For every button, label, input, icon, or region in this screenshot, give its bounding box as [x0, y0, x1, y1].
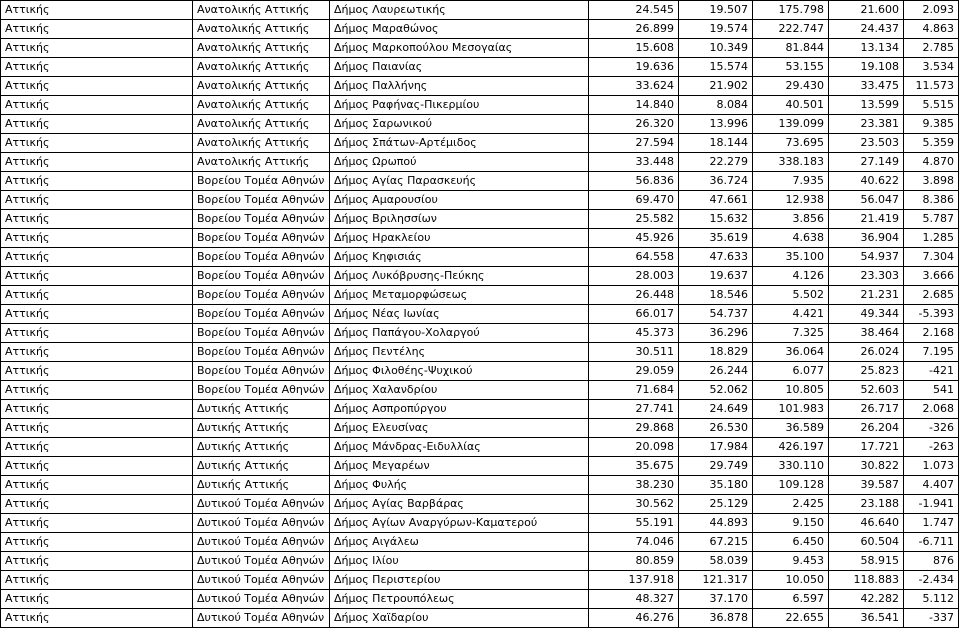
value-cell: 26.320 [589, 115, 679, 134]
value-cell: 64.558 [589, 248, 679, 267]
value-cell: 80.859 [589, 552, 679, 571]
table-row [1, 229, 959, 248]
region-cell: Αττικής [1, 229, 193, 248]
value-cell: 222.747 [753, 20, 829, 39]
region-cell: Αττικής [1, 115, 193, 134]
change-cell: 5.112 [904, 590, 959, 609]
table-row [1, 172, 959, 191]
value-cell: 4.638 [753, 229, 829, 248]
region-cell: Αττικής [1, 286, 193, 305]
value-cell: 48.327 [589, 590, 679, 609]
value-cell: 35.180 [679, 476, 753, 495]
value-cell: 44.893 [679, 514, 753, 533]
value-cell: 14.840 [589, 96, 679, 115]
regional-unit-cell: Βορείου Τομέα Αθηνών [193, 305, 330, 324]
regional-unit-cell: Βορείου Τομέα Αθηνών [193, 286, 330, 305]
value-cell: 13.996 [679, 115, 753, 134]
value-cell: 37.170 [679, 590, 753, 609]
change-cell: 3.898 [904, 172, 959, 191]
value-cell: 42.282 [829, 590, 904, 609]
table-row [1, 305, 959, 324]
municipality-cell: Δήμος Κηφισιάς [330, 248, 589, 267]
value-cell: 17.721 [829, 438, 904, 457]
region-cell: Αττικής [1, 495, 193, 514]
value-cell: 9.150 [753, 514, 829, 533]
value-cell: 19.507 [679, 1, 753, 20]
municipality-cell: Δήμος Αγίας Παρασκευής [330, 172, 589, 191]
value-cell: 13.134 [829, 39, 904, 58]
change-cell: 541 [904, 381, 959, 400]
municipality-cell: Δήμος Πεντέλης [330, 343, 589, 362]
value-cell: 29.430 [753, 77, 829, 96]
value-cell: 17.984 [679, 438, 753, 457]
regional-unit-cell: Βορείου Τομέα Αθηνών [193, 343, 330, 362]
value-cell: 121.317 [679, 571, 753, 590]
region-cell: Αττικής [1, 514, 193, 533]
value-cell: 12.938 [753, 191, 829, 210]
change-cell: 5.787 [904, 210, 959, 229]
value-cell: 27.741 [589, 400, 679, 419]
value-cell: 19.636 [589, 58, 679, 77]
table-row [1, 533, 959, 552]
change-cell: 876 [904, 552, 959, 571]
value-cell: 109.128 [753, 476, 829, 495]
value-cell: 7.935 [753, 172, 829, 191]
value-cell: 5.502 [753, 286, 829, 305]
table-row [1, 210, 959, 229]
value-cell: 21.600 [829, 1, 904, 20]
municipality-cell: Δήμος Αμαρουσίου [330, 191, 589, 210]
value-cell: 3.856 [753, 210, 829, 229]
regional-unit-cell: Ανατολικής Αττικής [193, 96, 330, 115]
table-row [1, 324, 959, 343]
region-cell: Αττικής [1, 457, 193, 476]
change-cell: -337 [904, 609, 959, 628]
value-cell: 52.603 [829, 381, 904, 400]
regional-unit-cell: Δυτικού Τομέα Αθηνών [193, 533, 330, 552]
region-cell: Αττικής [1, 552, 193, 571]
table-row [1, 20, 959, 39]
value-cell: 38.230 [589, 476, 679, 495]
value-cell: 29.868 [589, 419, 679, 438]
value-cell: 175.798 [753, 1, 829, 20]
regional-unit-cell: Δυτικού Τομέα Αθηνών [193, 495, 330, 514]
value-cell: 8.084 [679, 96, 753, 115]
table-row [1, 96, 959, 115]
value-cell: 36.878 [679, 609, 753, 628]
value-cell: 54.937 [829, 248, 904, 267]
region-cell: Αττικής [1, 191, 193, 210]
regional-unit-cell: Δυτικού Τομέα Αθηνών [193, 552, 330, 571]
change-cell: -1.941 [904, 495, 959, 514]
region-cell: Αττικής [1, 134, 193, 153]
change-cell: 7.195 [904, 343, 959, 362]
value-cell: 30.562 [589, 495, 679, 514]
value-cell: 36.296 [679, 324, 753, 343]
municipality-cell: Δήμος Μεγαρέων [330, 457, 589, 476]
change-cell: 3.534 [904, 58, 959, 77]
table-row [1, 476, 959, 495]
change-cell: -6.711 [904, 533, 959, 552]
value-cell: 22.655 [753, 609, 829, 628]
regional-unit-cell: Ανατολικής Αττικής [193, 58, 330, 77]
value-cell: 118.883 [829, 571, 904, 590]
value-cell: 28.003 [589, 267, 679, 286]
change-cell: 2.093 [904, 1, 959, 20]
value-cell: 23.381 [829, 115, 904, 134]
change-cell: 4.407 [904, 476, 959, 495]
value-cell: 24.437 [829, 20, 904, 39]
value-cell: 26.717 [829, 400, 904, 419]
value-cell: 40.501 [753, 96, 829, 115]
municipality-cell: Δήμος Ασπροπύργου [330, 400, 589, 419]
value-cell: 35.100 [753, 248, 829, 267]
municipality-cell: Δήμος Μαρκοπούλου Μεσογαίας [330, 39, 589, 58]
value-cell: 29.749 [679, 457, 753, 476]
regional-unit-cell: Δυτικής Αττικής [193, 438, 330, 457]
value-cell: 27.594 [589, 134, 679, 153]
value-cell: 24.649 [679, 400, 753, 419]
value-cell: 46.640 [829, 514, 904, 533]
value-cell: 52.062 [679, 381, 753, 400]
municipality-cell: Δήμος Αγίων Αναργύρων-Καματερού [330, 514, 589, 533]
value-cell: 55.191 [589, 514, 679, 533]
value-cell: 13.599 [829, 96, 904, 115]
value-cell: 69.470 [589, 191, 679, 210]
value-cell: 56.836 [589, 172, 679, 191]
value-cell: 54.737 [679, 305, 753, 324]
value-cell: 19.108 [829, 58, 904, 77]
region-cell: Αττικής [1, 343, 193, 362]
region-cell: Αττικής [1, 153, 193, 172]
value-cell: 18.829 [679, 343, 753, 362]
table-row [1, 153, 959, 172]
regional-unit-cell: Δυτικής Αττικής [193, 457, 330, 476]
table-row [1, 115, 959, 134]
value-cell: 25.823 [829, 362, 904, 381]
table-row [1, 77, 959, 96]
municipality-cell: Δήμος Βριλησσίων [330, 210, 589, 229]
value-cell: 35.675 [589, 457, 679, 476]
change-cell: 1.747 [904, 514, 959, 533]
regional-unit-cell: Ανατολικής Αττικής [193, 1, 330, 20]
change-cell: 2.168 [904, 324, 959, 343]
value-cell: 33.475 [829, 77, 904, 96]
table-row [1, 571, 959, 590]
change-cell: 5.515 [904, 96, 959, 115]
value-cell: 23.188 [829, 495, 904, 514]
table-row [1, 590, 959, 609]
value-cell: 26.244 [679, 362, 753, 381]
value-cell: 60.504 [829, 533, 904, 552]
change-cell: 2.785 [904, 39, 959, 58]
municipality-cell: Δήμος Χαλανδρίου [330, 381, 589, 400]
table-row [1, 419, 959, 438]
value-cell: 74.046 [589, 533, 679, 552]
regional-unit-cell: Βορείου Τομέα Αθηνών [193, 191, 330, 210]
value-cell: 23.503 [829, 134, 904, 153]
table-row [1, 362, 959, 381]
value-cell: 20.098 [589, 438, 679, 457]
value-cell: 45.926 [589, 229, 679, 248]
municipality-cell: Δήμος Μεταμορφώσεως [330, 286, 589, 305]
value-cell: 39.587 [829, 476, 904, 495]
value-cell: 18.546 [679, 286, 753, 305]
table-row [1, 248, 959, 267]
regional-unit-cell: Δυτικού Τομέα Αθηνών [193, 609, 330, 628]
region-cell: Αττικής [1, 210, 193, 229]
region-cell: Αττικής [1, 324, 193, 343]
regional-unit-cell: Βορείου Τομέα Αθηνών [193, 267, 330, 286]
table-row [1, 514, 959, 533]
municipality-cell: Δήμος Μαραθώνος [330, 20, 589, 39]
value-cell: 25.129 [679, 495, 753, 514]
value-cell: 15.574 [679, 58, 753, 77]
value-cell: 73.695 [753, 134, 829, 153]
region-cell: Αττικής [1, 248, 193, 267]
table-row [1, 400, 959, 419]
region-cell: Αττικής [1, 362, 193, 381]
value-cell: 36.589 [753, 419, 829, 438]
regional-unit-cell: Βορείου Τομέα Αθηνών [193, 362, 330, 381]
regional-unit-cell: Δυτικής Αττικής [193, 419, 330, 438]
municipality-cell: Δήμος Περιστερίου [330, 571, 589, 590]
value-cell: 33.624 [589, 77, 679, 96]
region-cell: Αττικής [1, 39, 193, 58]
municipality-cell: Δήμος Πετρουπόλεως [330, 590, 589, 609]
table-row [1, 438, 959, 457]
value-cell: 9.453 [753, 552, 829, 571]
region-cell: Αττικής [1, 58, 193, 77]
regional-unit-cell: Ανατολικής Αττικής [193, 20, 330, 39]
value-cell: 56.047 [829, 191, 904, 210]
change-cell: 8.386 [904, 191, 959, 210]
value-cell: 18.144 [679, 134, 753, 153]
municipality-cell: Δήμος Αιγάλεω [330, 533, 589, 552]
table-row [1, 134, 959, 153]
municipality-cell: Δήμος Παπάγου-Χολαργού [330, 324, 589, 343]
region-cell: Αττικής [1, 400, 193, 419]
table-row [1, 457, 959, 476]
value-cell: 46.276 [589, 609, 679, 628]
value-cell: 27.149 [829, 153, 904, 172]
municipality-cell: Δήμος Φυλής [330, 476, 589, 495]
value-cell: 58.039 [679, 552, 753, 571]
value-cell: 53.155 [753, 58, 829, 77]
value-cell: 58.915 [829, 552, 904, 571]
value-cell: 26.204 [829, 419, 904, 438]
value-cell: 139.099 [753, 115, 829, 134]
change-cell: 3.666 [904, 267, 959, 286]
table-row [1, 609, 959, 628]
value-cell: 36.064 [753, 343, 829, 362]
regional-unit-cell: Ανατολικής Αττικής [193, 77, 330, 96]
change-cell: -421 [904, 362, 959, 381]
value-cell: 22.279 [679, 153, 753, 172]
value-cell: 21.419 [829, 210, 904, 229]
municipality-cell: Δήμος Νέας Ιωνίας [330, 305, 589, 324]
regional-unit-cell: Ανατολικής Αττικής [193, 39, 330, 58]
value-cell: 38.464 [829, 324, 904, 343]
value-cell: 36.541 [829, 609, 904, 628]
value-cell: 30.822 [829, 457, 904, 476]
municipality-cell: Δήμος Μάνδρας-Ειδυλλίας [330, 438, 589, 457]
regional-unit-cell: Δυτικού Τομέα Αθηνών [193, 571, 330, 590]
value-cell: 26.024 [829, 343, 904, 362]
value-cell: 6.597 [753, 590, 829, 609]
value-cell: 19.574 [679, 20, 753, 39]
municipality-cell: Δήμος Χαϊδαρίου [330, 609, 589, 628]
change-cell: 2.068 [904, 400, 959, 419]
region-cell: Αττικής [1, 77, 193, 96]
value-cell: 26.448 [589, 286, 679, 305]
municipality-cell: Δήμος Ελευσίνας [330, 419, 589, 438]
regional-unit-cell: Ανατολικής Αττικής [193, 134, 330, 153]
municipality-cell: Δήμος Σπάτων-Αρτέμιδος [330, 134, 589, 153]
change-cell: 11.573 [904, 77, 959, 96]
region-cell: Αττικής [1, 609, 193, 628]
region-cell: Αττικής [1, 20, 193, 39]
value-cell: 23.303 [829, 267, 904, 286]
value-cell: 47.633 [679, 248, 753, 267]
regional-unit-cell: Δυτικού Τομέα Αθηνών [193, 590, 330, 609]
value-cell: 4.126 [753, 267, 829, 286]
region-cell: Αττικής [1, 533, 193, 552]
table-row [1, 191, 959, 210]
table-row [1, 286, 959, 305]
change-cell: 1.285 [904, 229, 959, 248]
table-row [1, 495, 959, 514]
region-cell: Αττικής [1, 96, 193, 115]
municipality-cell: Δήμος Λυκόβρυσης-Πεύκης [330, 267, 589, 286]
change-cell: 5.359 [904, 134, 959, 153]
value-cell: 36.904 [829, 229, 904, 248]
value-cell: 35.619 [679, 229, 753, 248]
value-cell: 7.325 [753, 324, 829, 343]
value-cell: 71.684 [589, 381, 679, 400]
regional-unit-cell: Βορείου Τομέα Αθηνών [193, 324, 330, 343]
region-cell: Αττικής [1, 172, 193, 191]
region-cell: Αττικής [1, 305, 193, 324]
value-cell: 101.983 [753, 400, 829, 419]
change-cell: -263 [904, 438, 959, 457]
regional-unit-cell: Δυτικής Αττικής [193, 400, 330, 419]
regional-unit-cell: Βορείου Τομέα Αθηνών [193, 172, 330, 191]
value-cell: 2.425 [753, 495, 829, 514]
regional-unit-cell: Βορείου Τομέα Αθηνών [193, 210, 330, 229]
value-cell: 24.545 [589, 1, 679, 20]
regional-unit-cell: Βορείου Τομέα Αθηνών [193, 381, 330, 400]
municipality-cell: Δήμος Ηρακλείου [330, 229, 589, 248]
value-cell: 10.349 [679, 39, 753, 58]
value-cell: 21.902 [679, 77, 753, 96]
value-cell: 25.582 [589, 210, 679, 229]
municipality-cell: Δήμος Ιλίου [330, 552, 589, 571]
value-cell: 81.844 [753, 39, 829, 58]
value-cell: 67.215 [679, 533, 753, 552]
regional-unit-cell: Βορείου Τομέα Αθηνών [193, 229, 330, 248]
municipality-cell: Δήμος Λαυρεωτικής [330, 1, 589, 20]
municipality-cell: Δήμος Ωρωπού [330, 153, 589, 172]
region-cell: Αττικής [1, 438, 193, 457]
value-cell: 137.918 [589, 571, 679, 590]
table-row [1, 381, 959, 400]
change-cell: 4.870 [904, 153, 959, 172]
change-cell: -2.434 [904, 571, 959, 590]
table-body [1, 1, 959, 628]
value-cell: 6.450 [753, 533, 829, 552]
table-row [1, 1, 959, 20]
table-row [1, 58, 959, 77]
value-cell: 49.344 [829, 305, 904, 324]
value-cell: 6.077 [753, 362, 829, 381]
municipality-cell: Δήμος Φιλοθέης-Ψυχικού [330, 362, 589, 381]
table-row [1, 552, 959, 571]
value-cell: 15.632 [679, 210, 753, 229]
region-cell: Αττικής [1, 476, 193, 495]
value-cell: 29.059 [589, 362, 679, 381]
municipality-cell: Δήμος Παιανίας [330, 58, 589, 77]
change-cell: 7.304 [904, 248, 959, 267]
change-cell: 9.385 [904, 115, 959, 134]
value-cell: 66.017 [589, 305, 679, 324]
table-row [1, 267, 959, 286]
region-cell: Αττικής [1, 590, 193, 609]
change-cell: -326 [904, 419, 959, 438]
value-cell: 30.511 [589, 343, 679, 362]
table-row [1, 343, 959, 362]
table-row [1, 39, 959, 58]
value-cell: 45.373 [589, 324, 679, 343]
value-cell: 40.622 [829, 172, 904, 191]
value-cell: 36.724 [679, 172, 753, 191]
region-cell: Αττικής [1, 571, 193, 590]
municipality-cell: Δήμος Παλλήνης [330, 77, 589, 96]
region-cell: Αττικής [1, 381, 193, 400]
value-cell: 21.231 [829, 286, 904, 305]
region-cell: Αττικής [1, 267, 193, 286]
municipality-cell: Δήμος Ραφήνας-Πικερμίου [330, 96, 589, 115]
value-cell: 10.805 [753, 381, 829, 400]
value-cell: 19.637 [679, 267, 753, 286]
change-cell: 1.073 [904, 457, 959, 476]
municipality-cell: Δήμος Αγίας Βαρβάρας [330, 495, 589, 514]
value-cell: 33.448 [589, 153, 679, 172]
change-cell: -5.393 [904, 305, 959, 324]
region-cell: Αττικής [1, 419, 193, 438]
value-cell: 4.421 [753, 305, 829, 324]
regional-unit-cell: Βορείου Τομέα Αθηνών [193, 248, 330, 267]
regional-unit-cell: Ανατολικής Αττικής [193, 153, 330, 172]
value-cell: 15.608 [589, 39, 679, 58]
regional-unit-cell: Ανατολικής Αττικής [193, 115, 330, 134]
value-cell: 338.183 [753, 153, 829, 172]
change-cell: 2.685 [904, 286, 959, 305]
value-cell: 10.050 [753, 571, 829, 590]
municipality-cell: Δήμος Σαρωνικού [330, 115, 589, 134]
value-cell: 330.110 [753, 457, 829, 476]
regional-unit-cell: Δυτικής Αττικής [193, 476, 330, 495]
value-cell: 26.530 [679, 419, 753, 438]
value-cell: 26.899 [589, 20, 679, 39]
value-cell: 426.197 [753, 438, 829, 457]
region-cell: Αττικής [1, 1, 193, 20]
regional-unit-cell: Δυτικού Τομέα Αθηνών [193, 514, 330, 533]
change-cell: 4.863 [904, 20, 959, 39]
value-cell: 47.661 [679, 191, 753, 210]
